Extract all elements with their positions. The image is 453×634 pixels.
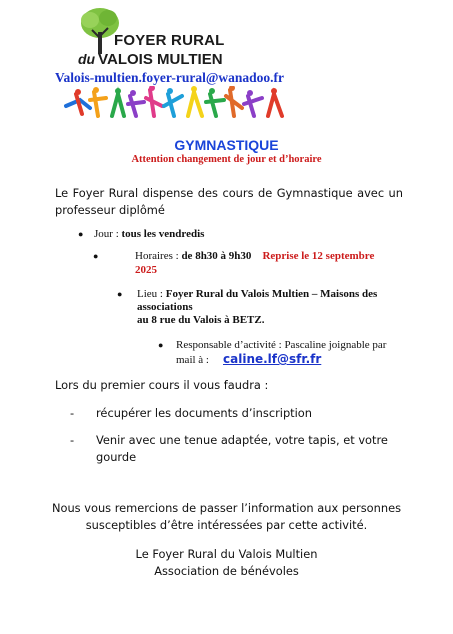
logo xyxy=(70,6,230,68)
header-email[interactable]: Valois-multien.foyer-rural@wanadoo.fr xyxy=(55,70,285,85)
requirement-text: Venir avec une tenue adaptée, votre tapis, et votre gourde xyxy=(96,433,388,464)
requirement-text: récupérer les documents d’inscription xyxy=(96,406,312,420)
resume-date: Reprise le 12 septembre xyxy=(262,250,375,262)
bullet-icon: ● xyxy=(93,251,99,261)
gymnasts-illustration xyxy=(60,86,292,120)
bullet-icon: ● xyxy=(78,229,84,239)
logo-line2 xyxy=(78,51,223,68)
signature xyxy=(0,546,453,580)
page-title: GYMNASTIQUE xyxy=(174,137,279,153)
dash-marker: - xyxy=(70,406,75,420)
place-label: Lieu : xyxy=(137,288,163,300)
resume-year: 2025 xyxy=(135,264,157,276)
dash-marker: - xyxy=(70,433,75,447)
first-course-intro: Lors du premier cours il vous faudra : xyxy=(55,378,269,392)
contact-line1: Responsable d’activité : Pascaline joignable par xyxy=(176,339,387,351)
thanks-paragraph xyxy=(0,500,453,534)
logo-line1: FOYER RURAL xyxy=(114,32,225,49)
thanks-line2: susceptibles d’être intéressées par cette activité. xyxy=(85,518,368,532)
contact-email-link[interactable]: caline.lf@sfr.fr xyxy=(223,352,322,366)
day-label: Jour : xyxy=(94,228,119,240)
contact-line2: mail à : xyxy=(176,354,209,366)
place-value-line1: Foyer Rural du Valois Multien – Maisons des associations xyxy=(137,288,378,313)
thanks-line1: Nous vous remercions de passer l’information aux personnes xyxy=(51,501,402,515)
logo-du: du xyxy=(78,51,96,67)
hours-value: de 8h30 à 9h30 xyxy=(181,250,252,262)
signature-line1: Le Foyer Rural du Valois Multien xyxy=(135,547,318,561)
day-value: tous les vendredis xyxy=(121,228,205,240)
bullet-icon: ● xyxy=(117,289,123,299)
hours-label: Horaires : xyxy=(135,250,179,262)
place-value-line2: au 8 rue du Valois à BETZ. xyxy=(137,314,265,326)
signature-line2: Association de bénévoles xyxy=(154,564,299,578)
bullet-icon: ● xyxy=(158,340,164,350)
logo-valois-multien: VALOIS MULTIEN xyxy=(98,51,223,68)
intro-paragraph: Le Foyer Rural dispense des cours de Gymnastique avec un professeur diplômé xyxy=(55,186,403,217)
subtitle-warning: Attention changement de jour et d’horaire xyxy=(131,154,322,165)
